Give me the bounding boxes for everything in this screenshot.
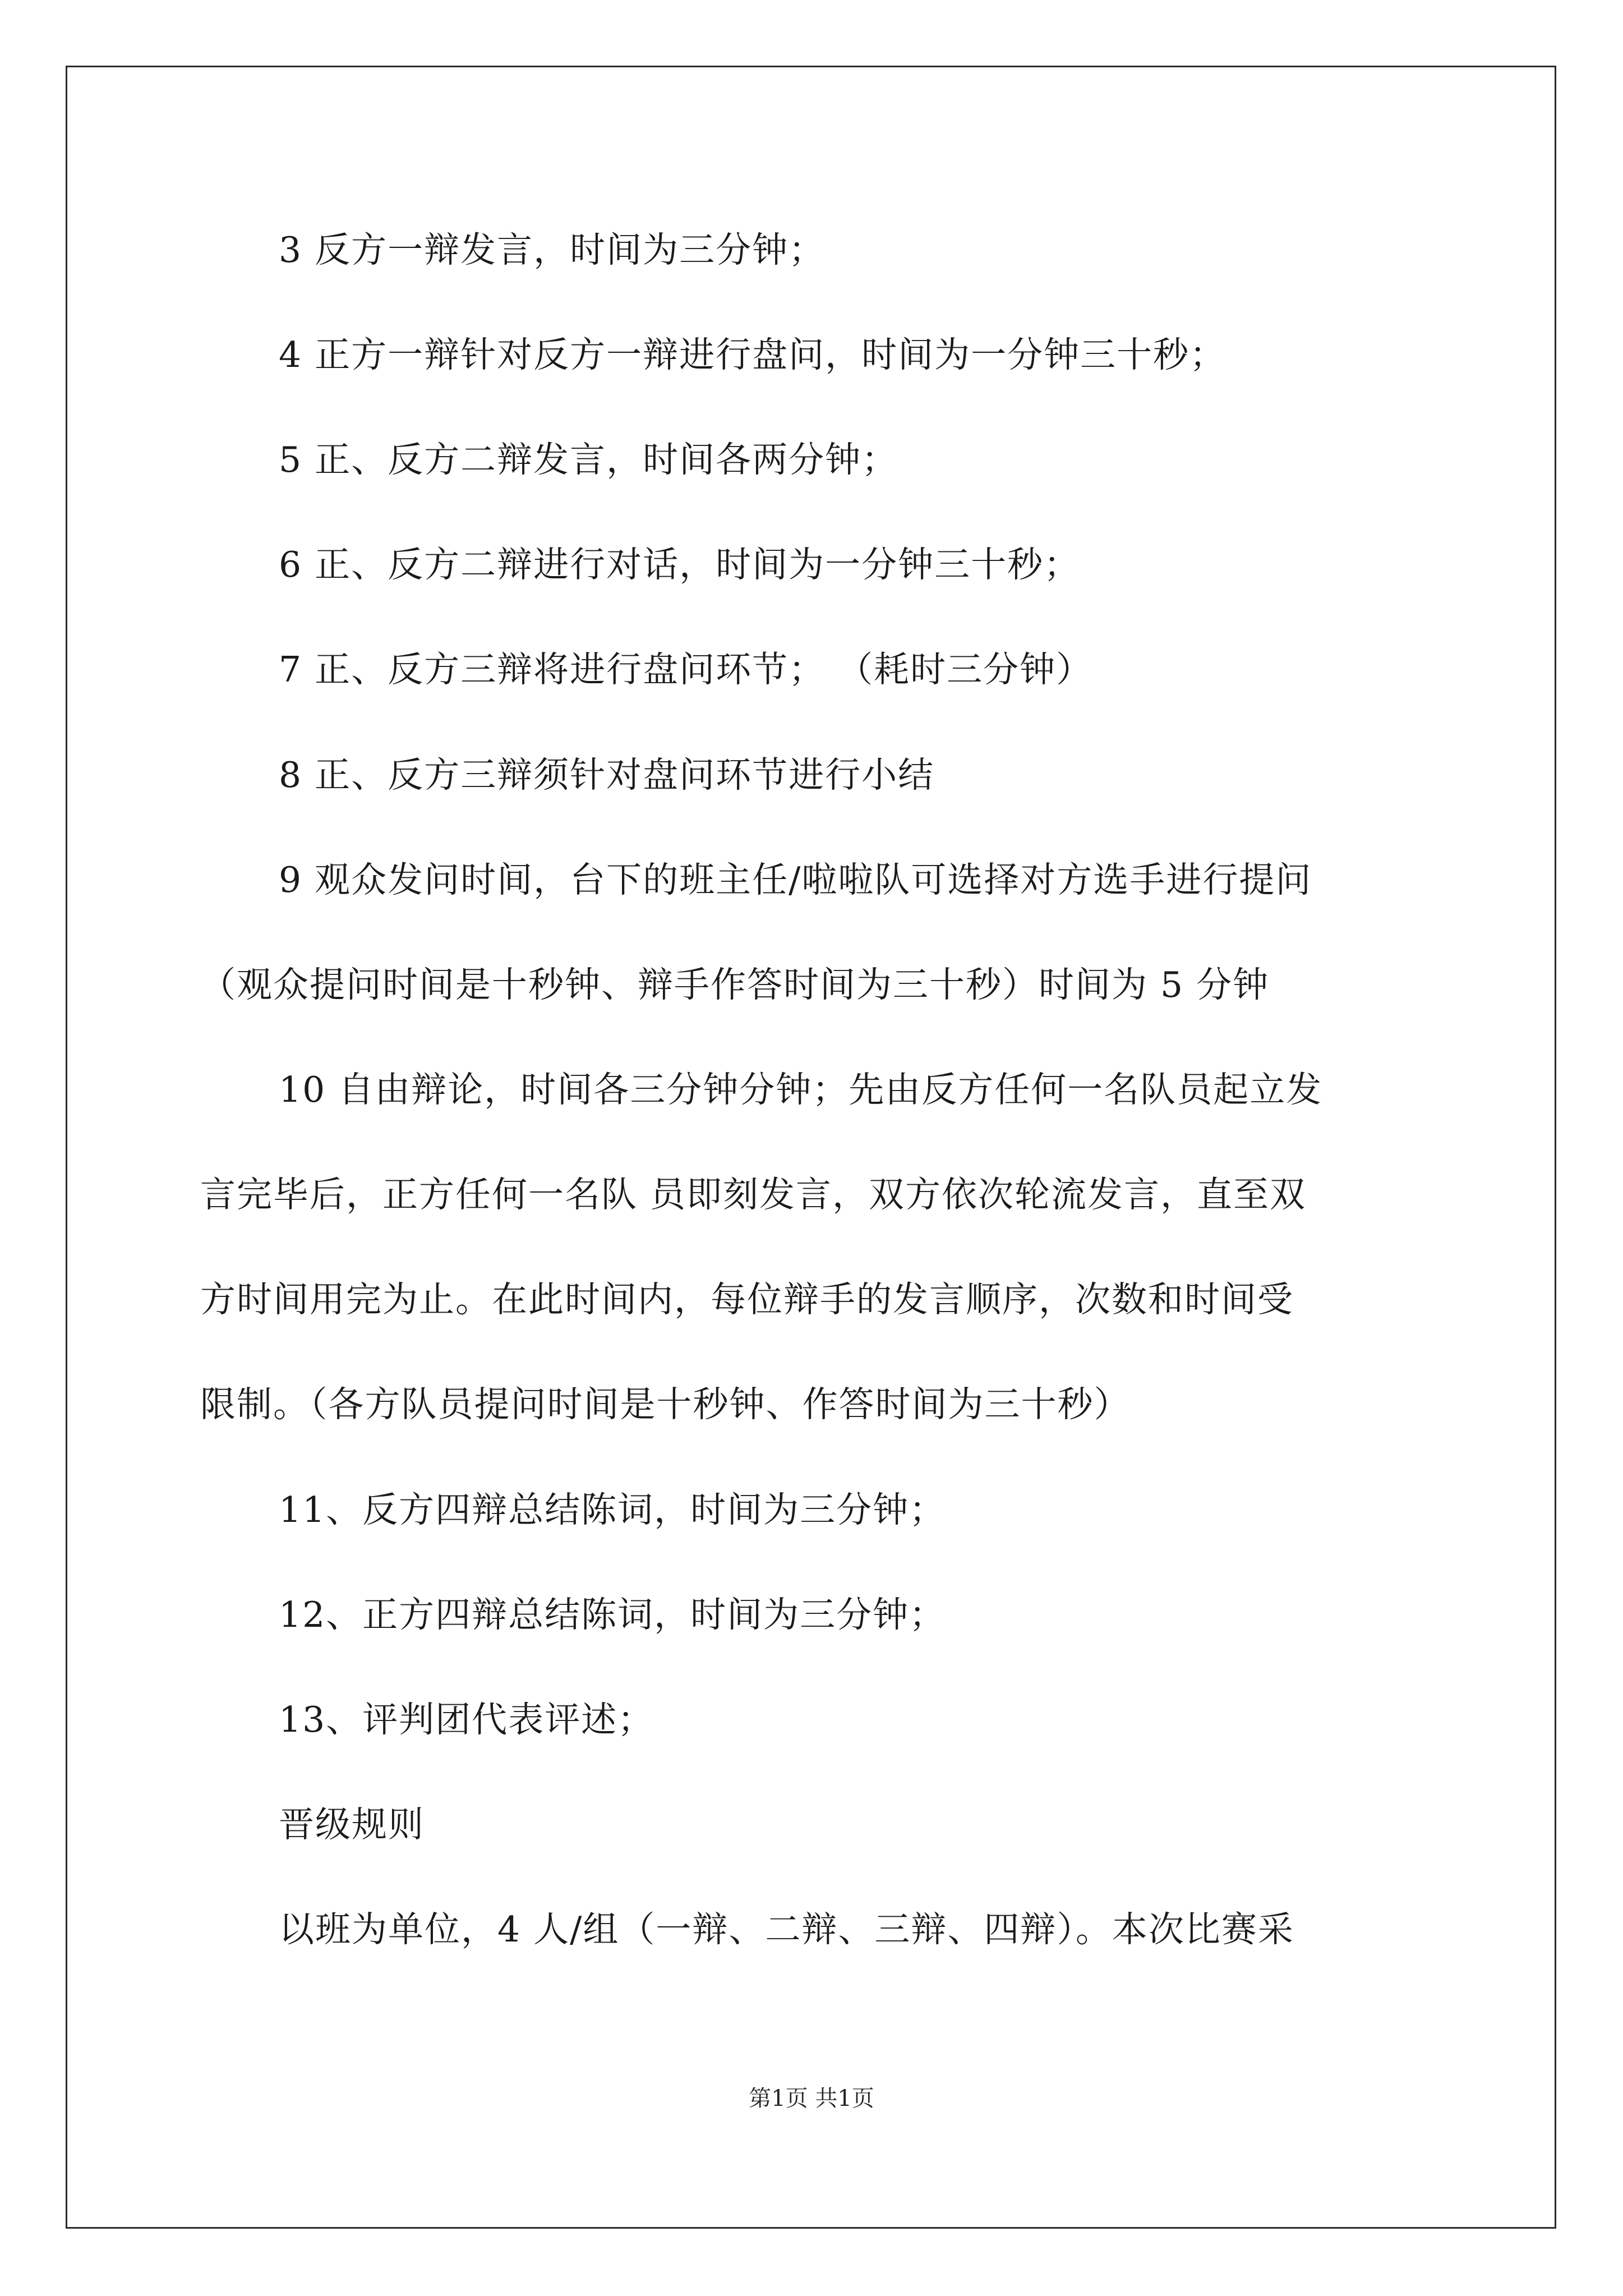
paragraph-line: 7 正、反方三辩将进行盘问环节； （耗时三分钟） xyxy=(279,649,1093,690)
section-heading: 晋级规则 xyxy=(279,1804,425,1845)
paragraph-line: 限制。（各方队员提问时间是十秒钟、作答时间为三十秒） xyxy=(200,1384,1131,1425)
paragraph-line: 11、反方四辩总结陈词，时间为三分钟； xyxy=(279,1489,946,1530)
paragraph-line: 4 正方一辩针对反方一辩进行盘问，时间为一分钟三十秒； xyxy=(279,334,1227,375)
paragraph-line: 5 正、反方二辩发言，时间各两分钟； xyxy=(279,439,898,480)
paragraph-line: 以班为单位，4 人/组（一辩、二辩、三辩、四辩）。本次比赛采 xyxy=(279,1909,1294,1950)
paragraph-line: 10 自由辩论，时间各三分钟分钟；先由反方任何一名队员起立发 xyxy=(279,1069,1323,1110)
paragraph-line: 12、正方四辩总结陈词，时间为三分钟； xyxy=(279,1594,946,1635)
paragraph-line: 8 正、反方三辩须针对盘问环节进行小结 xyxy=(279,754,935,795)
page-footer: 第1页 共1页 xyxy=(749,2086,874,2111)
paragraph-line: 9 观众发问时间，台下的班主任/啦啦队可选择对方选手进行提问 xyxy=(279,859,1312,900)
paragraph-line: 言完毕后，正方任何一名队 员即刻发言，双方依次轮流发言，直至双 xyxy=(200,1174,1307,1215)
paragraph-line: 3 反方一辩发言，时间为三分钟； xyxy=(279,229,826,270)
paragraph-line: 13、评判团代表评述； xyxy=(279,1699,654,1740)
paragraph-line: （观众提问时间是十秒钟、辩手作答时间为三十秒）时间为 5 分钟 xyxy=(200,964,1270,1005)
paragraph-line: 6 正、反方二辩进行对话，时间为一分钟三十秒； xyxy=(279,544,1081,585)
paragraph-line: 方时间用完为止。在此时间内，每位辩手的发言顺序，次数和时间受 xyxy=(200,1279,1294,1320)
